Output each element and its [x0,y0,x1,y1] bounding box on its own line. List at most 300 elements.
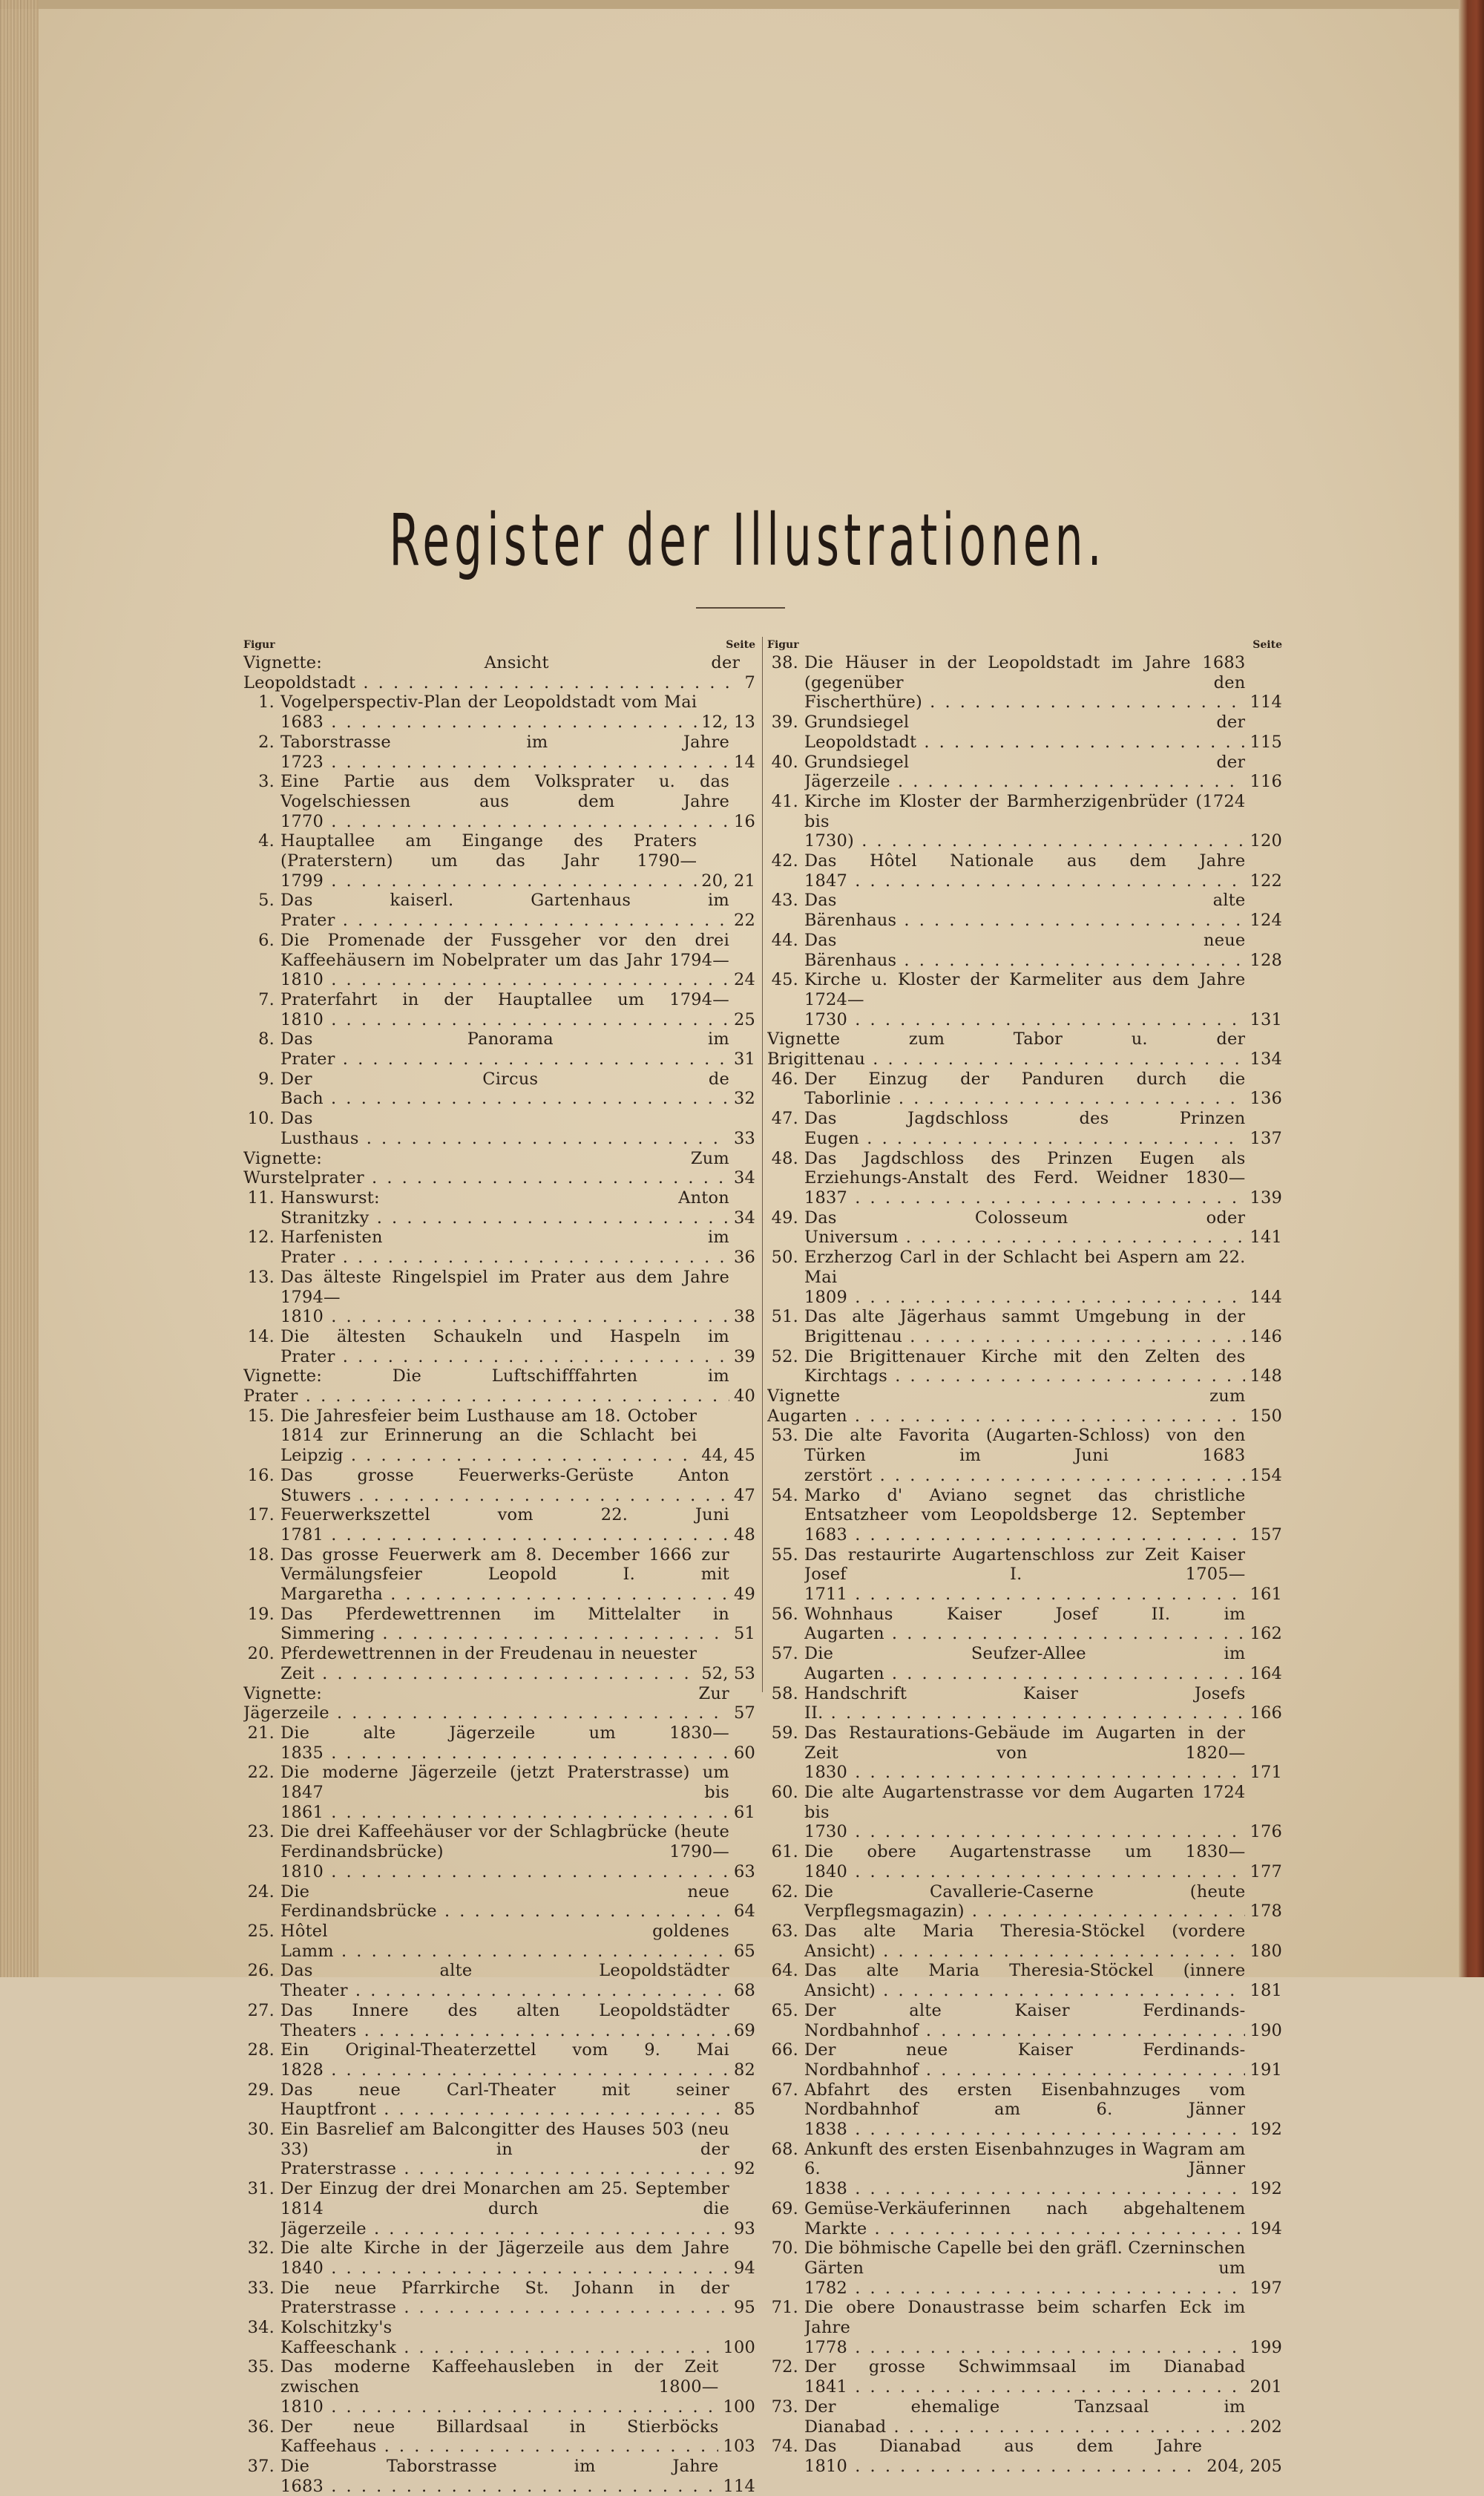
page-number: 202 [1250,2417,1282,2437]
column-divider [762,637,763,1692]
page-number: 82 [733,2060,755,2080]
page-binding-edge [0,0,39,1977]
figure-number: 15. [247,1406,275,1426]
figure-caption: Das Hôtel Nationale aus dem Jahre 1847 . . . [804,851,1245,891]
index-entry [767,713,1282,752]
figure-caption: Vignette: Die Luftschifffahrten im Prater . . . [243,1366,729,1406]
figure-number: 5. [258,891,275,911]
figure-number: 25. [247,1922,275,1941]
index-entry [767,1149,1282,1208]
page-number: 177 [1250,1861,1282,1881]
figure-number: 28. [247,2040,275,2060]
index-entry [243,1327,755,1366]
index-entry [243,692,755,732]
page-number: 40 [733,1386,755,1406]
page-number: 44, 45 [701,1446,755,1466]
index-entry [767,2238,1282,2298]
figure-number: 1. [258,692,275,713]
index-entry [767,1426,1282,1485]
figure-caption: Das Panorama im Prater . . . [280,1029,729,1069]
index-entry [767,1922,1282,1961]
index-entry [767,1070,1282,1109]
index-entry [243,2080,755,2120]
figure-number: 7. [258,989,275,1009]
page-number: 34 [733,1208,755,1228]
index-entry [243,831,755,891]
page-number: 7 [744,672,755,692]
page-number: 194 [1250,2218,1282,2238]
figure-caption: Die alte Jägerzeile um 1830—1835 . . . [280,1723,729,1763]
figure-caption: Der ehemalige Tanzsaal im Dianabad . . . [804,2397,1245,2437]
figure-caption: Abfahrt des ersten Eisenbahnzuges vom Nordbahnhof am 6. Jänner 1838 . . . [804,2080,1245,2140]
figure-number: 53. [771,1426,798,1446]
page-number: 47 [733,1485,755,1505]
index-entry [243,733,755,772]
figure-caption: Die moderne Jägerzeile (jetzt Praterstrasse) um 1847 bis 1861 . . . [280,1763,729,1822]
figure-number: 68. [771,2139,798,2159]
figure-caption: Die alte Augartenstrasse vor dem Augarten 1724 bis 1730 . . . [804,1783,1245,1842]
figure-number: 39. [771,713,798,733]
figure-number: 27. [247,2000,275,2020]
page-number: 176 [1250,1822,1282,1842]
figure-number: 21. [247,1723,275,1743]
index-entry [243,1228,755,1267]
index-entry [243,1466,755,1505]
index-entry [243,2457,755,2496]
index-entry [767,2040,1282,2080]
figure-caption: Handschrift Kaiser Josefs II. . . . [804,1684,1245,1723]
index-entry [243,891,755,930]
index-entry [767,1545,1282,1605]
figure-caption: Das alte Bärenhaus . . . [804,891,1245,930]
figure-number: 73. [771,2397,798,2417]
figure-caption: Ankunft des ersten Eisenbahnzuges in Wagram am 6. Jänner 1838 . . . [804,2140,1245,2199]
figure-caption: Ein Basrelief am Balcongitter des Hauses 503 (neu 33) in der Praterstrasse . . . [280,2120,729,2179]
index-entry [767,1208,1282,1248]
index-entry [243,1406,755,1466]
figure-number: 4. [258,831,275,851]
figure-number: 30. [247,2120,275,2140]
figure-caption: Grundsiegel der Jägerzeile . . . [804,753,1245,792]
index-entry [243,772,755,831]
index-entry [243,2001,755,2040]
figure-number: 12. [247,1228,275,1248]
figure-caption: Das Dianabad aus dem Jahre 1810 . . . [804,2437,1202,2476]
index-entry [767,1644,1282,1683]
page-number: 131 [1250,1009,1282,1029]
page-number: 116 [1250,772,1282,792]
book-cover-edge [1459,0,1484,1977]
figure-number: 11. [247,1188,275,1208]
page-number: 39 [733,1346,755,1366]
figure-number: 69. [771,2198,798,2218]
index-entry [243,1029,755,1069]
figure-caption: Hanswurst: Anton Stranitzky . . . [280,1188,729,1228]
page-number: 25 [733,1009,755,1029]
index-entry [767,1307,1282,1346]
index-entry [767,1386,1282,1426]
page-number: 166 [1250,1703,1282,1723]
figure-caption: Wohnhaus Kaiser Josef II. im Augarten . . . [804,1605,1245,1644]
index-entry [767,753,1282,792]
index-entry [243,2238,755,2278]
page-number: 93 [733,2218,755,2238]
figure-number: 58. [771,1683,798,1703]
index-entry [243,2179,755,2238]
figure-caption: Die obere Augartenstrasse um 1830—1840 . . . [804,1842,1245,1881]
figure-caption: Praterfahrt in der Hauptallee um 1794—1810 . . . [280,990,729,1029]
figure-number: 36. [247,2417,275,2437]
figure-caption: Das restaurirte Augartenschloss zur Zeit Kaiser Josef I. 1705—1711 . . . [804,1545,1245,1605]
page-number: 191 [1250,2060,1282,2080]
figure-caption: Das alte Leopoldstädter Theater . . . [280,1961,729,2000]
index-entry [243,2318,755,2357]
page-number: 51 [733,1624,755,1644]
figure-number: 3. [258,772,275,792]
page-number: 137 [1250,1128,1282,1148]
index-entry [243,1644,755,1683]
index-entry [767,851,1282,891]
figure-number: 65. [771,2000,798,2020]
figure-caption: Die Seufzer-Allee im Augarten . . . [804,1644,1245,1683]
index-entry [243,1545,755,1605]
figure-caption: Das Pferdewettrennen im Mittelalter in Simmering . . . [280,1605,729,1644]
figure-label: Figur [243,639,275,651]
figure-caption: Vignette: Zur Jägerzeile . . . [243,1684,729,1723]
page-number: 36 [733,1248,755,1268]
figure-caption: Taborstrasse im Jahre 1723 . . . [280,733,729,772]
index-entry [767,891,1282,930]
page-number: 14 [733,752,755,772]
index-entry [767,1842,1282,1881]
entry-list [767,653,1282,2477]
figure-number: 19. [247,1604,275,1624]
figure-number: 32. [247,2238,275,2258]
figure-caption: Der Einzug der Panduren durch die Taborlinie . . . [804,1070,1245,1109]
figure-caption: Das Jagdschloss des Prinzen Eugen als Erziehungs-Anstalt des Ferd. Weidner 1830—1837 . . . [804,1149,1245,1208]
page-number: 92 [733,2159,755,2179]
figure-caption: Die alte Kirche in der Jägerzeile aus dem Jahre 1840 . . . [280,2238,729,2278]
figure-caption: Vignette: Zum Wurstelprater . . . [243,1149,729,1188]
figure-caption: Die Taborstrasse im Jahre 1683 . . . [280,2457,718,2496]
index-entry [767,2199,1282,2238]
figure-caption: Die drei Kaffeehäuser vor der Schlagbrücke (heute Ferdinandsbrücke) 1790—1810 . . . [280,1822,729,1881]
figure-caption: Der Einzug der drei Monarchen am 25. September 1814 durch die Jägerzeile . . . [280,2179,729,2238]
page-number: 162 [1250,1624,1282,1644]
figure-number: 31. [247,2179,275,2199]
figure-number: 51. [771,1307,798,1327]
index-entry [243,2357,755,2417]
figure-number: 17. [247,1505,275,1525]
figure-caption: Harfenisten im Prater . . . [280,1228,729,1267]
figure-caption: Vogelperspectiv-Plan der Leopoldstadt vom Mai 1683 . . . [280,692,697,732]
page-number: 49 [733,1585,755,1605]
figure-caption: Der alte Kaiser Ferdinands-Nordbahnhof . . . [804,2001,1245,2040]
page-number: 161 [1250,1585,1282,1605]
page-number: 146 [1250,1326,1282,1346]
page-number: 192 [1250,2120,1282,2140]
page-number: 33 [733,1128,755,1148]
index-entry [767,1961,1282,2000]
index-entry [243,1109,755,1148]
index-entry [767,2357,1282,2397]
index-entry [767,1684,1282,1723]
figure-number: 52. [771,1346,798,1366]
figure-caption: Die neue Pfarrkirche St. Johann in der Praterstrasse . . . [280,2279,729,2318]
figure-number: 20. [247,1644,275,1664]
figure-number: 10. [247,1109,275,1129]
index-column-right [767,637,1282,2477]
figure-number: 47. [771,1109,798,1129]
page-number: 68 [733,1981,755,2001]
index-entry [767,2437,1282,2476]
figure-number: 40. [771,752,798,772]
figure-label: Figur [767,639,799,651]
page-number: 164 [1250,1663,1282,1683]
figure-number: 22. [247,1763,275,1783]
figure-number: 67. [771,2080,798,2100]
index-entry [243,1763,755,1822]
figure-number: 54. [771,1485,798,1505]
figure-caption: Hôtel goldenes Lamm . . . [280,1922,729,1961]
index-entry [243,1822,755,1881]
page-number: 144 [1250,1287,1282,1307]
figure-caption: Eine Partie aus dem Volksprater u. das Vogelschiessen aus dem Jahre 1770 . . . [280,772,729,831]
page-number: 34 [733,1168,755,1188]
figure-number: 74. [771,2437,798,2457]
figure-caption: Die ältesten Schaukeln und Haspeln im Prater . . . [280,1327,729,1366]
index-entry [243,990,755,1029]
figure-caption: Das alte Maria Theresia-Stöckel (innere Ansicht) . . . [804,1961,1245,2000]
page-number: 103 [723,2437,755,2457]
figure-caption: Das Restaurations-Gebäude im Augarten in der Zeit von 1820—1830 . . . [804,1723,1245,1783]
figure-number: 50. [771,1248,798,1268]
index-entry [767,931,1282,970]
page-number: 32 [733,1089,755,1109]
index-entry [243,2040,755,2080]
figure-caption: Das Lusthaus . . . [280,1109,729,1148]
figure-caption: Grundsiegel der Leopoldstadt . . . [804,713,1245,752]
figure-number: 60. [771,1783,798,1803]
page-number: 128 [1250,950,1282,970]
figure-number: 14. [247,1326,275,1346]
figure-caption: Die Promenade der Fussgeher vor den drei Kaffeehäusern im Nobelprater um das Jahr 1794—1810 . . . [280,931,729,990]
page-number: 63 [733,1861,755,1881]
figure-number: 57. [771,1644,798,1664]
index-entry [767,2001,1282,2040]
figure-caption: Die Cavallerie-Caserne (heute Verpflegsmagazin) . . . [804,1882,1245,1922]
page-number: 190 [1250,2020,1282,2040]
page-number: 24 [733,970,755,990]
page-number: 114 [1250,692,1282,713]
figure-caption: Gemüse-Verkäuferinnen nach abgehaltenem Markte . . . [804,2199,1245,2238]
page-title: Register der Illustrationen. [389,499,1106,582]
figure-number: 56. [771,1604,798,1624]
page-number: 171 [1250,1763,1282,1783]
figure-caption: Hauptallee am Eingange des Praters (Praterstern) um das Jahr 1790—1799 . . . [280,831,697,891]
index-entry [243,2279,755,2318]
index-entry [243,1505,755,1545]
figure-number: 26. [247,1961,275,1981]
figure-caption: Der neue Kaiser Ferdinands-Nordbahnhof . . . [804,2040,1245,2080]
page-number: 64 [733,1902,755,1922]
page-number: 134 [1250,1049,1282,1070]
figure-caption: Das alte Maria Theresia-Stöckel (vordere Ansicht) . . . [804,1922,1245,1961]
figure-caption: Das alte Jägerhaus sammt Umgebung in der Brigittenau . . . [804,1307,1245,1346]
figure-caption: Das älteste Ringelspiel im Prater aus dem Jahre 1794—1810 . . . [280,1268,729,1327]
page-number: 38 [733,1307,755,1327]
figure-number: 42. [771,851,798,871]
figure-number: 44. [771,930,798,950]
figure-caption: Die Häuser in der Leopoldstadt im Jahre 1683 (gegenüber den Fischerthüre) . . . [804,653,1245,713]
page-top-edge [0,0,1484,9]
figure-number: 16. [247,1465,275,1485]
figure-caption: Kirche im Kloster der Barmherzigenbrüder (1724 bis 1730) . . . [804,792,1245,851]
figure-caption: Ein Original-Theaterzettel vom 9. Mai 1828 . . . [280,2040,729,2080]
index-entry [243,1723,755,1763]
page-label: Seite [726,639,755,651]
index-entry [767,1347,1282,1386]
figure-number: 38. [771,653,798,672]
column-header [767,637,1282,653]
figure-number: 61. [771,1842,798,1862]
index-entry [243,653,755,692]
page-number: 141 [1250,1228,1282,1248]
figure-caption: Das Innere des alten Leopoldstädter Theaters . . . [280,2001,729,2040]
figure-number: 49. [771,1208,798,1228]
index-entry [243,1684,755,1723]
page-number: 204, 205 [1206,2456,1282,2476]
figure-caption: Kolschitzky's Kaffeeschank . . . [280,2318,718,2357]
index-entry [243,1070,755,1109]
index-entry [767,1605,1282,1644]
page-number: 136 [1250,1089,1282,1109]
figure-caption: Die alte Favorita (Augarten-Schloss) von den Türken im Juni 1683 zerstört . . . [804,1426,1245,1485]
page-number: 12, 13 [701,713,755,733]
index-entry [243,1922,755,1961]
page-number: 122 [1250,871,1282,891]
title-rule [696,607,785,609]
index-entry [767,1248,1282,1307]
page-number: 57 [733,1703,755,1723]
page-number: 201 [1250,2377,1282,2397]
figure-number: 37. [247,2456,275,2476]
figure-number: 41. [771,791,798,811]
page-number: 199 [1250,2337,1282,2357]
figure-caption: Das kaiserl. Gartenhaus im Prater . . . [280,891,729,930]
figure-caption: Die böhmische Capelle bei den gräfl. Czerninschen Gärten um 1782 . . . [804,2238,1245,2298]
figure-number: 2. [258,732,275,752]
figure-number: 71. [771,2298,798,2318]
index-entry [767,1783,1282,1842]
page-number: 157 [1250,1524,1282,1545]
figure-number: 43. [771,891,798,911]
figure-caption: Vignette zum Augarten . . . [767,1386,1245,1426]
figure-number: 72. [771,2357,798,2377]
figure-caption: Das Jagdschloss des Prinzen Eugen . . . [804,1109,1245,1148]
page-number: 180 [1250,1941,1282,1961]
page-number: 22 [733,911,755,931]
figure-number: 46. [771,1069,798,1089]
index-entry [767,2140,1282,2199]
figure-number: 8. [258,1029,275,1049]
page-number: 181 [1250,1981,1282,2001]
page-number: 114 [723,2476,755,2496]
figure-caption: Vignette: Ansicht der Leopoldstadt . . . [243,653,740,692]
index-entry [767,653,1282,713]
figure-caption: Das neue Carl-Theater mit seiner Hauptfront . . . [280,2080,729,2120]
page-number: 69 [733,2020,755,2040]
index-entry [767,1723,1282,1783]
index-entry [243,931,755,990]
figure-number: 66. [771,2040,798,2060]
figure-number: 29. [247,2080,275,2100]
figure-caption: Der Circus de Bach . . . [280,1070,729,1109]
index-entry [767,970,1282,1029]
index-entry [767,1109,1282,1148]
figure-caption: Das moderne Kaffeehausleben in der Zeit zwischen 1800—1810 . . . [280,2357,718,2417]
page-number: 154 [1250,1465,1282,1485]
figure-number: 34. [247,2318,275,2338]
page-number: 60 [733,1743,755,1763]
page-number: 95 [733,2298,755,2318]
column-header [243,637,755,653]
figure-caption: Der neue Billardsaal in Stierböcks Kaffeehaus . . . [280,2417,718,2457]
figure-caption: Marko d' Aviano segnet das christliche Entsatzheer vom Leopoldsberge 12. September 1683 . . . [804,1486,1245,1545]
page-number: 197 [1250,2278,1282,2298]
figure-number: 59. [771,1723,798,1743]
page-number: 61 [733,1802,755,1822]
figure-caption: Die neue Ferdinandsbrücke . . . [280,1882,729,1922]
figure-caption: Die Jahresfeier beim Lusthause am 18. October 1814 zur Erinnerung an die Schlacht bei Leipzig . . . [280,1406,697,1466]
figure-caption: Die obere Donaustrasse beim scharfen Eck im Jahre 1778 . . . [804,2298,1245,2357]
figure-caption: Kirche u. Kloster der Karmeliter aus dem Jahre 1724—1730 . . . [804,970,1245,1029]
figure-caption: Der grosse Schwimmsaal im Dianabad 1841 . . . [804,2357,1245,2397]
index-entry [767,2397,1282,2437]
figure-number: 45. [771,970,798,990]
page-number: 192 [1250,2179,1282,2199]
page-number: 52, 53 [701,1663,755,1683]
index-entry [243,1605,755,1644]
index-entry [767,792,1282,851]
page-number: 178 [1250,1902,1282,1922]
figure-number: 13. [247,1267,275,1287]
figure-number: 35. [247,2357,275,2377]
figure-number: 24. [247,1881,275,1902]
figure-number: 9. [258,1069,275,1089]
index-entry [243,1882,755,1922]
page-number: 115 [1250,732,1282,752]
figure-number: 6. [258,930,275,950]
index-column-left [243,637,755,2496]
figure-number: 64. [771,1961,798,1981]
figure-number: 48. [771,1148,798,1168]
figure-number: 18. [247,1545,275,1565]
page-label: Seite [1252,639,1282,651]
figure-caption: Vignette zum Tabor u. der Brigittenau . . . [767,1029,1245,1069]
page-number: 124 [1250,911,1282,931]
figure-number: 33. [247,2278,275,2298]
index-entry [767,1029,1282,1069]
index-entry [243,2417,755,2457]
index-entry [243,1149,755,1188]
page-number: 48 [733,1524,755,1545]
figure-number: 62. [771,1881,798,1902]
index-entry [243,1268,755,1327]
page-number: 139 [1250,1188,1282,1208]
figure-number: 23. [247,1822,275,1842]
figure-number: 55. [771,1545,798,1565]
